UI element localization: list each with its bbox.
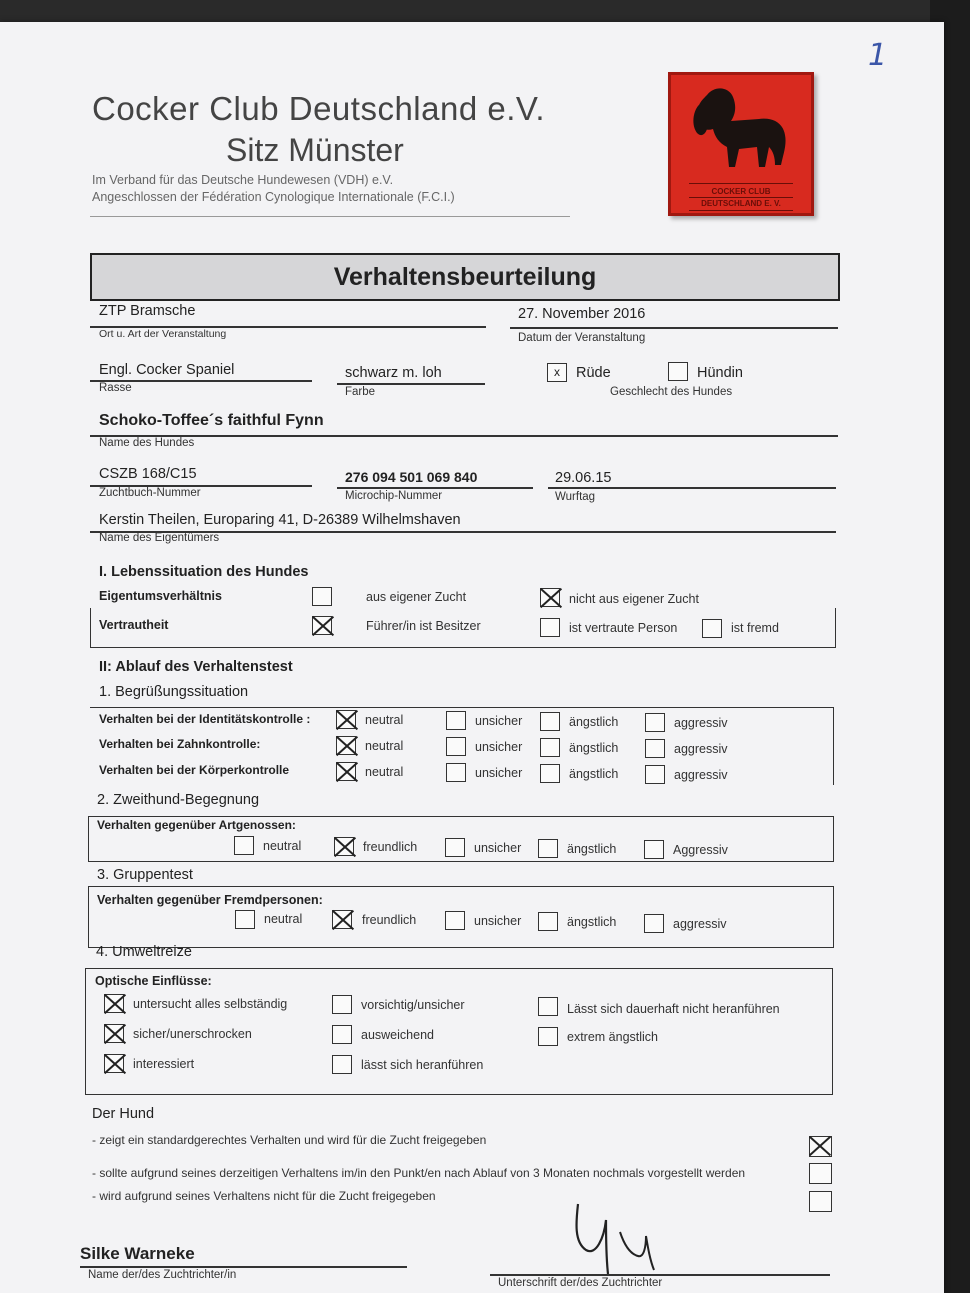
option-label: ängstlich [569,741,619,755]
env-cautious-checkbox[interactable] [332,995,352,1014]
second-dog-neutral-checkbox[interactable] [234,836,254,855]
option-label: untersucht alles selbständig [133,997,288,1011]
result-title: Der Hund [92,1106,155,1122]
option-label: ängstlich [569,715,619,729]
signature-image [560,1198,680,1278]
cocker-spaniel-icon [685,81,797,177]
option-label: unsicher [474,914,522,928]
whelp-value: 29.06.15 [555,470,612,486]
greeting-row-label: Verhalten bei der Körperkontrolle [99,763,290,777]
logo-text-1: COCKER CLUB [711,187,771,196]
second-dog-unsicher-checkbox[interactable] [445,838,465,857]
result-approved-checkbox[interactable] [809,1136,832,1157]
option-label: neutral [365,713,404,727]
familiarity-label: Vertrautheit [99,618,169,632]
option-label: freundlich [363,840,418,854]
option-label: sicher/unerschrocken [133,1027,252,1041]
dog-name-line [90,435,838,437]
group-unsicher-checkbox[interactable] [445,911,465,930]
second-dog-aengstlich-checkbox[interactable] [538,839,558,858]
group-neutral-checkbox[interactable] [235,910,255,929]
env-approachable-checkbox[interactable] [332,1055,352,1074]
chip-label: Microchip-Nummer [345,490,443,502]
option-label: neutral [263,839,302,853]
group-freundlich-checkbox[interactable] [332,910,352,929]
greeting-row3-aggressiv-checkbox[interactable] [645,765,665,784]
option-label: vorsichtig/unsicher [361,998,465,1012]
club-name: Cocker Club Deutschland e.V. [92,90,546,127]
club-affiliation [92,172,455,206]
option-label: ängstlich [567,915,617,929]
male-checkbox[interactable]: x [547,363,567,382]
env-interested-checkbox[interactable] [104,1054,124,1073]
trusted-person-checkbox[interactable] [540,618,560,637]
env-not-approachable-checkbox[interactable] [538,997,558,1016]
breed-value: Engl. Cocker Spaniel [99,362,235,378]
signature-scribble [560,1198,680,1278]
owner-value: Kerstin Theilen, Europaring 41, D-26389 Wilhelmshaven [99,512,461,528]
greeting-row3-aengstlich-checkbox[interactable] [540,764,560,783]
env-examines-checkbox[interactable] [104,994,124,1013]
event-date-line [510,327,838,329]
greeting-title: 1. Begrüßungssituation [99,684,249,700]
option-label: ausweichend [361,1028,434,1042]
result-not-approved-checkbox[interactable] [809,1191,832,1212]
event-date-label: Datum der Veranstaltung [518,332,646,344]
option-label: aggressiv [673,917,727,931]
logo-text-2: DEUTSCHLAND E. V. [701,199,781,208]
dog-name-value: Schoko-Toffee´s faithful Fynn [99,412,324,429]
result-line-2: - sollte aufgrund seines derzeitigen Verhaltens im/in den Punkt/en nach Ablauf von 3 Monaten nochmals vorgestellt werden [92,1166,746,1180]
sex-label: Geschlecht des Hundes [610,386,733,398]
option-label: lässt sich heranführen [361,1058,484,1072]
signature-line [490,1274,830,1276]
environment-row-label: Optische Einflüsse: [95,974,212,988]
greeting-row-label: Verhalten bei Zahnkontrolle: [99,737,261,751]
whelp-label: Wurftag [555,491,596,503]
greeting-row2-unsicher-checkbox[interactable] [446,737,466,756]
greeting-row-label: Verhalten bei der Identitätskontrolle : [99,712,311,726]
judge-name-value: Silke Warneke [80,1244,195,1263]
form-title-box [90,253,840,301]
greeting-row1-neutral-checkbox[interactable] [336,710,356,729]
greeting-row2-aengstlich-checkbox[interactable] [540,738,560,757]
group-title: 3. Gruppentest [97,867,193,883]
event-place-label: Ort u. Art der Veranstaltung [99,328,227,340]
option-label: extrem ängstlich [567,1030,659,1044]
greeting-row3-neutral-checkbox[interactable] [336,762,356,781]
studbook-value: CSZB 168/C15 [99,466,197,482]
studbook-label: Zuchtbuch-Nummer [99,487,201,499]
greeting-row2-neutral-checkbox[interactable] [336,736,356,755]
club-logo [668,72,814,216]
second-dog-title: 2. Zweithund-Begegnung [97,792,260,808]
chip-value: 276 094 501 069 840 [345,469,478,485]
option-label: aggressiv [674,768,728,782]
option-label: Lässt sich dauerhaft nicht heranführen [567,1002,780,1016]
trusted-person-label: ist vertraute Person [569,621,678,635]
section-1-title: I. Lebenssituation des Hundes [99,564,309,580]
result-line-3: - wird aufgrund seines Verhaltens nicht für die Zucht freigegeben [92,1189,436,1203]
affiliation-line-2: Angeschlossen der Fédération Cynologique Internationale (F.C.I.) [92,190,455,204]
group-aengstlich-checkbox[interactable] [538,912,558,931]
option-label: unsicher [475,766,523,780]
group-row-label: Verhalten gegenüber Fremdpersonen: [97,893,323,907]
handler-owner-checkbox[interactable] [312,616,332,635]
handler-owner-label: Führer/in ist Besitzer [366,619,481,633]
greeting-row1-aengstlich-checkbox[interactable] [540,712,560,731]
color-label: Farbe [345,386,376,398]
form-page [0,22,944,1293]
header-divider [90,216,570,217]
logo-rule-1 [689,183,793,184]
greeting-row1-aggressiv-checkbox[interactable] [645,713,665,732]
logo-rule-2 [689,197,793,198]
owner-label: Name des Eigentümers [99,532,220,544]
page-number: 1 [868,38,888,73]
event-place-value: ZTP Bramsche [99,303,196,319]
ownership-label: Eigentumsverhältnis [99,589,222,603]
not-own-breeding-checkbox[interactable] [540,588,560,607]
affiliation-line-1: Im Verband für das Deutsche Hundewesen (VDH) e.V. [92,173,394,187]
event-date-value: 27. November 2016 [518,306,646,322]
option-label: interessiert [133,1057,195,1071]
option-label: ängstlich [569,767,619,781]
greeting-row2-aggressiv-checkbox[interactable] [645,739,665,758]
greeting-row1-unsicher-checkbox[interactable] [446,711,466,730]
female-checkbox[interactable] [668,362,688,381]
option-label: ängstlich [567,842,617,856]
second-dog-aggressiv-checkbox[interactable] [644,840,664,859]
second-dog-row-label: Verhalten gegenüber Artgenossen: [97,818,296,832]
female-label: Hündin [697,365,743,381]
color-value: schwarz m. loh [345,365,442,381]
not-own-breeding-label: nicht aus eigener Zucht [569,592,699,606]
result-reassess-checkbox[interactable] [809,1163,832,1184]
logo-rule-3 [689,210,793,211]
own-breeding-checkbox[interactable] [312,587,332,606]
stranger-label: ist fremd [731,621,779,635]
chip-line [337,487,533,489]
whelp-line [548,487,836,489]
option-label: neutral [365,765,404,779]
option-label: neutral [264,912,303,926]
env-evasive-checkbox[interactable] [332,1025,352,1044]
own-breeding-label: aus eigener Zucht [366,590,467,604]
breed-label: Rasse [99,382,132,394]
env-extremely-anxious-checkbox[interactable] [538,1027,558,1046]
option-label: aggressiv [674,742,728,756]
group-aggressiv-checkbox[interactable] [644,914,664,933]
option-label: neutral [365,739,404,753]
section-2-title: II: Ablauf des Verhaltenstest [99,659,293,675]
judge-name-label: Name der/des Zuchtrichter/in [88,1269,237,1281]
male-label: Rüde [576,365,611,381]
club-seat: Sitz Münster [226,132,404,168]
env-confident-checkbox[interactable] [104,1024,124,1043]
judge-name-line [80,1266,407,1268]
option-label: aggressiv [674,716,728,730]
option-label: unsicher [475,740,523,754]
color-line [337,383,485,385]
option-label: Aggressiv [673,843,728,857]
form-title: Verhaltensbeurteilung [333,263,597,291]
option-label: unsicher [474,841,522,855]
signature-label: Unterschrift der/des Zuchtrichter [498,1277,663,1289]
environment-title: 4. Umweltreize [96,944,192,960]
second-dog-freundlich-checkbox[interactable] [334,837,354,856]
option-label: freundlich [362,913,417,927]
dog-name-label: Name des Hundes [99,437,195,449]
option-label: unsicher [475,714,523,728]
result-line-1: - zeigt ein standardgerechtes Verhalten und wird für die Zucht freigegeben [92,1133,487,1147]
greeting-row3-unsicher-checkbox[interactable] [446,763,466,782]
stranger-checkbox[interactable] [702,619,722,638]
